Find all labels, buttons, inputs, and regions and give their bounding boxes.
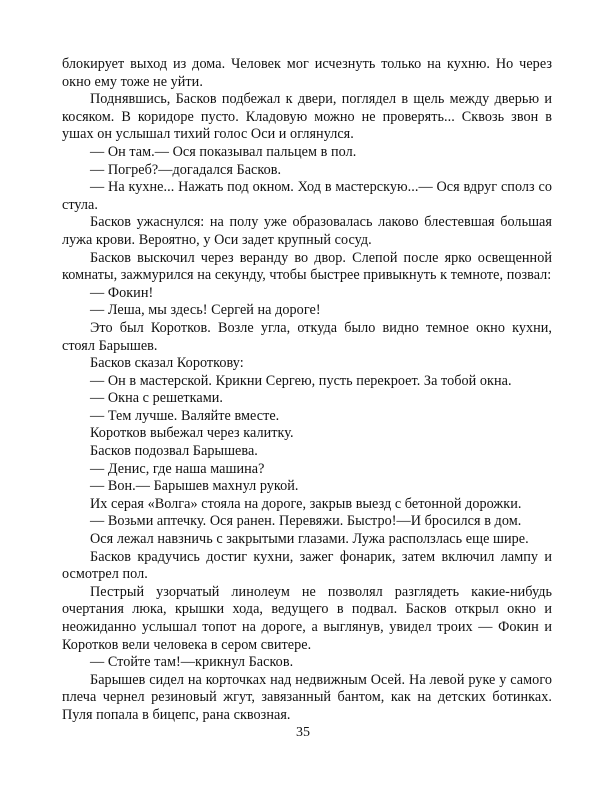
paragraph-11: Басков сказал Короткову: [90, 355, 244, 372]
paragraph-2: Поднявшись, Басков подбежал к двери, поглядел в щель между дверью и косяком. В коридоре пусто. Кладовую можно не проверять... Сквозь звон в ушах он услышал тихий голос Оси и оглянулся. [62, 91, 552, 143]
paragraph-19: Их серая «Волга» стояла на дороге, закрыв выезд с бетонной дорожки. [90, 495, 522, 512]
paragraph-20: — Возьми аптечку. Ося ранен. Перевяжи. Быстро!—И бросился в дом. [90, 513, 522, 530]
paragraph-9: — Леша, мы здесь! Сергей на дороге! [90, 302, 321, 319]
paragraph-3: — Он там.— Ося показывал пальцем в пол. [90, 143, 357, 160]
paragraph-8: — Фокин! [90, 284, 154, 301]
paragraph-22: Басков крадучись достиг кухни, зажег фонарик, затем включил лампу и осмотрел пол. [62, 548, 552, 583]
paragraph-14: — Тем лучше. Валяйте вместе. [90, 407, 280, 424]
paragraph-6: Басков ужаснулся: на полу уже образовалась лаково блестевшая большая лужа крови. Вероятно, у Оси задет крупный сосуд. [62, 214, 552, 248]
paragraph-1: блокирует выход из дома. Человек мог исчезнуть только на кухню. Но через окно ему тоже не уйти. [62, 56, 552, 90]
paragraph-10: Это был Коротков. Возле угла, откуда было видно темное окно кухни, стоял Барышев. [62, 319, 552, 354]
paragraph-15: Коротков выбежал через калитку. [90, 425, 294, 442]
paragraph-16: Басков подозвал Барышева. [90, 443, 258, 460]
paragraph-12: — Он в мастерской. Крикни Сергею, пусть перекроет. За тобой окна. [90, 372, 512, 389]
paragraph-24: — Стойте там!—крикнул Басков. [90, 654, 294, 671]
paragraph-25: Барышев сидел на корточках над недвижным Осей. На левой руке у самого плеча чернел резиновый жгут, завязанный бантом, как на детских ботинках. Пуля попала в бицепс, рана сквозная. [62, 671, 552, 723]
paragraph-17: — Денис, где наша машина? [90, 460, 265, 477]
page-number: 35 [296, 725, 310, 740]
paragraph-4: — Погреб?—догадался Басков. [90, 161, 282, 178]
paragraph-18: — Вон.— Барышев махнул рукой. [90, 478, 299, 495]
paragraph-7: Басков выскочил через веранду во двор. Слепой после ярко освещенной комнаты, зажмурился на секунду, чтобы быстрее привыкнуть к темноте, позвал: [62, 249, 552, 284]
page-body [62, 56, 552, 725]
paragraph-23: Пестрый узорчатый линолеум не позволял разглядеть какие-нибудь очертания люка, крышки хода, ведущего в подвал. Басков открыл окно и неожиданно услышал топот на дороге, а выглянув, увидел троих — Фокин и Коротков вели человека в сером свитере. [62, 583, 552, 653]
paragraph-13: — Окна с решетками. [90, 390, 224, 407]
paragraph-21: Ося лежал навзничь с закрытыми глазами. Лужа расползлась еще шире. [90, 531, 529, 548]
paragraph-5: — На кухне... Нажать под окном. Ход в мастерскую...— Ося вдруг сполз со стула. [62, 179, 552, 213]
